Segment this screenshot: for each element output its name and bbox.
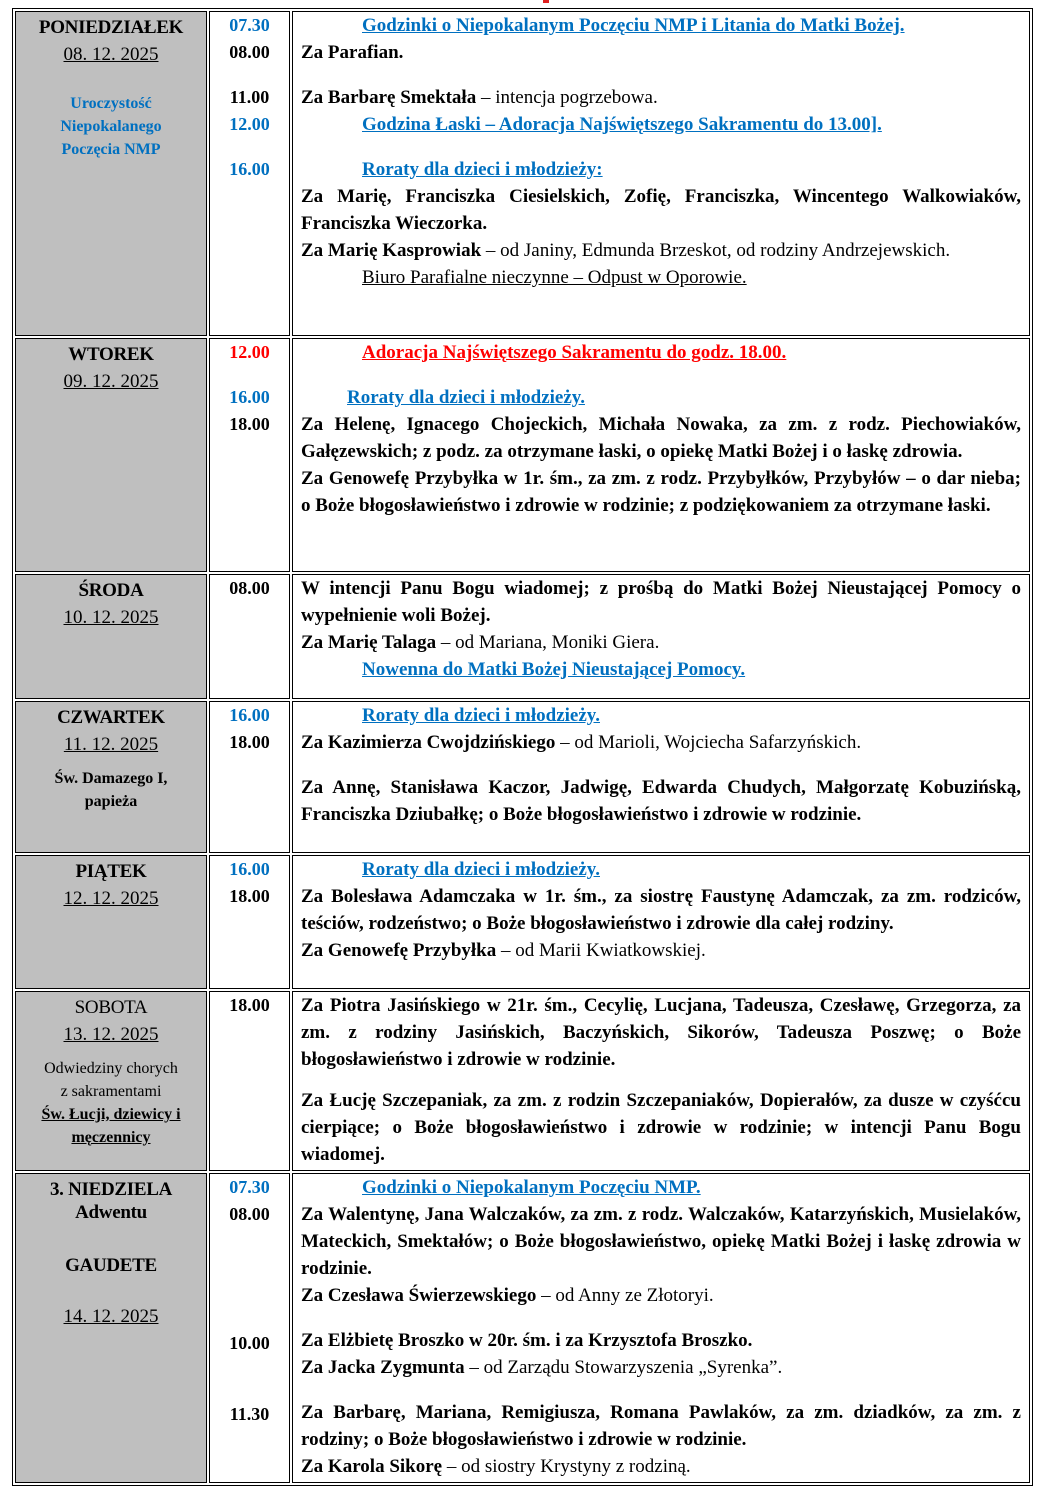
intention <box>301 1354 1021 1381</box>
announcement: Roraty dla dzieci i młodzieży. <box>347 387 585 408</box>
announcement: Roraty dla dzieci i młodzieży. <box>362 705 600 726</box>
mass-time: 08.00 <box>229 1204 270 1224</box>
intention-bold: Za Barbarę, Mariana, Remigiusza, Romana Pawlaków, za zm. dziadków, za zm. z rodziny; o Boże błogosławieństwo i zdrowie w rodzinie. <box>301 1402 1021 1450</box>
intention-bold: Za Kazimierza Cwojdzińskiego <box>301 732 556 753</box>
feast-note: Poczęcia NMP <box>61 141 161 158</box>
sunday-name: GAUDETE <box>65 1255 157 1276</box>
announcement: Godzinki o Niepokalanym Poczęciu NMP i Litania do Matki Bożej. <box>362 15 905 36</box>
intention-bold: Za Annę, Stanisława Kaczor, Jadwigę, Edwarda Chudych, Małgorzatę Kobuzińską, Franciszka Dziubałkę; o Boże błogosławieństwo i zdrowie w rodzinie. <box>301 777 1021 825</box>
day-name: PONIEDZIAŁEK <box>38 17 184 38</box>
intention-detail: – od Zarządu Stowarzyszenia „Syrenka”. <box>464 1357 783 1378</box>
feast-note: papieża <box>84 793 138 810</box>
announcement: Adoracja Najświętszego Sakramentu do godz. 18.00. <box>362 342 787 363</box>
intention <box>301 729 1021 756</box>
mass-time: 11.00 <box>229 87 270 107</box>
mass-time: 08.00 <box>229 42 270 62</box>
content-cell <box>292 1173 1030 1483</box>
intention-bold: Za Jacka Zygmunta <box>301 1357 465 1378</box>
announcement: Roraty dla dzieci i młodzieży. <box>362 859 600 880</box>
intention-detail: – od Marioli, Wojciecha Safarzyńskich. <box>555 732 862 753</box>
day-name: PIĄTEK <box>75 861 147 882</box>
content-cell <box>292 338 1030 572</box>
stray-mark <box>543 0 549 3</box>
time-cell <box>209 574 290 699</box>
day-date: 11. 12. 2025 <box>63 734 159 755</box>
day-cell <box>15 855 207 989</box>
intention <box>301 1087 1021 1168</box>
day-cell <box>15 338 207 572</box>
mass-time: 11.30 <box>229 1404 270 1424</box>
intention-bold: Za Genowefę Przybyłka <box>301 940 497 961</box>
intention-bold: Za Barbarę Smektała <box>301 87 477 108</box>
day-row-friday <box>15 855 1030 989</box>
intention-bold: Za Marię, Franciszka Ciesielskich, Zofię, Franciszka, Wincentego Walkowiaków, Franciszka Wieczorka. <box>301 186 1021 234</box>
note: z sakramentami <box>60 1083 162 1100</box>
content-cell <box>292 855 1030 989</box>
mass-time: 18.00 <box>229 995 270 1015</box>
intention <box>301 774 1021 828</box>
intention-bold: Za Helenę, Ignacego Chojeckich, Michała Nowaka, za zm. z rodz. Piechowiaków, Gałęzewskich; z podz. za otrzymane łaski, o opiekę Matki Bożej i o łaskę zdrowia. <box>301 414 1021 462</box>
announcement: Godzina Łaski – Adoracja Najświętszego Sakramentu do 13.00]. <box>362 114 882 135</box>
time-cell <box>209 1173 290 1483</box>
mass-time: 16.00 <box>229 387 270 407</box>
intention-bold: Za Czesława Świerzewskiego <box>301 1285 537 1306</box>
mass-time: 18.00 <box>229 414 270 434</box>
mass-time: 12.00 <box>229 114 270 134</box>
day-date: 12. 12. 2025 <box>63 888 159 909</box>
mass-time: 10.00 <box>229 1333 270 1353</box>
intention <box>301 1453 1021 1480</box>
intention-bold: Za Marię Talaga <box>301 632 437 653</box>
announcement: Nowenna do Matki Bożej Nieustającej Pomocy. <box>362 659 746 680</box>
intention-bold: Za Piotra Jasińskiego w 21r. śm., Cecylię, Lucjana, Tadeusza, Czesławę, Grzegorza, za zm. z rodziny Jasińskich, Baczyńskich, Sikorów, Tadeusza Poszwę; o Boże błogosławieństwo i zdrowie w rodzinie. <box>301 995 1021 1070</box>
intention <box>301 237 1021 264</box>
day-row-sunday <box>15 1173 1030 1483</box>
intention <box>301 39 1021 66</box>
announcement: Roraty dla dzieci i młodzieży: <box>362 159 603 180</box>
day-name: WTOREK <box>68 344 154 365</box>
intention-bold: Za Marię Kasprowiak <box>301 240 482 261</box>
day-date: 10. 12. 2025 <box>63 607 159 628</box>
day-row-thursday <box>15 701 1030 853</box>
intention-bold: Za Karola Sikorę <box>301 1456 443 1477</box>
intention <box>301 883 1021 937</box>
intention-bold: W intencji Panu Bogu wiadomej; z prośbą do Matki Bożej Nieustającej Pomocy o wypełnienie woli Bożej. <box>301 578 1021 626</box>
day-row-wednesday <box>15 574 1030 699</box>
feast-note: Św. Damazego I, <box>54 770 168 787</box>
content-cell <box>292 574 1030 699</box>
content-cell <box>292 991 1030 1171</box>
intention-detail: – od Janiny, Edmunda Brzeskot, od rodziny Andrzejewskich. <box>481 240 951 261</box>
day-name: SOBOTA <box>74 997 148 1018</box>
intention-bold: Za Bolesława Adamczaka w 1r. śm., za siostrę Faustynę Adamczak, za zm. rodziców, teściów, rodzeństwo; o Boże błogosławieństwo i zdrowie dla całej rodziny. <box>301 886 1021 934</box>
day-row-tuesday <box>15 338 1030 572</box>
intention-detail: – od Marii Kwiatkowskiej. <box>496 940 706 961</box>
content-cell <box>292 701 1030 853</box>
day-subname: Adwentu <box>75 1202 147 1223</box>
mass-time: 08.00 <box>229 578 270 598</box>
mass-time: 18.00 <box>229 886 270 906</box>
intention <box>301 411 1021 465</box>
announcement: Biuro Parafialne nieczynne – Odpust w Oporowie. <box>362 267 747 288</box>
intention-detail: – od siostry Krystyny z rodziną. <box>442 1456 691 1477</box>
day-name: ŚRODA <box>78 580 144 601</box>
intention-detail: – intencja pogrzebowa. <box>476 87 658 108</box>
intention <box>301 629 1021 656</box>
intention-bold: Za Łucję Szczepaniak, za zm. z rodzin Szczepaniaków, Dopierałów, za dusze w czyśćcu cierpiące; o Boże błogosławieństwo i zdrowie w rodzinie; w intencji Panu Bogu wiadomej. <box>301 1090 1021 1165</box>
time-cell <box>209 991 290 1171</box>
feast-note: Niepokalanego <box>60 118 162 135</box>
mass-time: 16.00 <box>229 705 270 725</box>
time-cell <box>209 855 290 989</box>
mass-time: 16.00 <box>229 859 270 879</box>
mass-time: 12.00 <box>229 342 270 362</box>
time-cell <box>209 701 290 853</box>
intention-bold: Za Elżbietę Broszko w 20r. śm. i za Krzysztofa Broszko. <box>301 1330 753 1351</box>
intention-bold: Za Walentynę, Jana Walczaków, za zm. z rodz. Walczaków, Katarzyńskich, Musielaków, Mateckich, Smektałów; o Boże błogosławieństwo, opiekę Matki Bożej i łaskę zdrowia w rodzinie. <box>301 1204 1021 1279</box>
feast-note: męczennicy <box>71 1129 151 1146</box>
intention <box>301 1282 1021 1309</box>
mass-schedule-table <box>12 8 1033 1486</box>
day-date: 14. 12. 2025 <box>63 1306 159 1327</box>
feast-note: Uroczystość <box>70 95 152 112</box>
day-cell <box>15 991 207 1171</box>
intention-detail: – od Mariana, Moniki Giera. <box>436 632 660 653</box>
intention-bold: Za Genowefę Przybyłka w 1r. śm., za zm. z rodz. Przybyłków, Przybyłów – o dar nieba; o Boże błogosławieństwo i zdrowie w rodzinie; z podziękowaniem za otrzymane łaski. <box>301 468 1021 516</box>
time-cell <box>209 338 290 572</box>
intention-bold: Za Parafian. <box>301 42 404 63</box>
intention <box>301 84 1021 111</box>
mass-time: 18.00 <box>229 732 270 752</box>
intention <box>301 992 1021 1073</box>
day-name: CZWARTEK <box>57 707 165 728</box>
day-name: 3. NIEDZIELA <box>49 1179 173 1200</box>
intention-detail: – od Anny ze Złotoryi. <box>536 1285 714 1306</box>
feast-note: Św. Łucji, dziewicy i <box>41 1106 181 1123</box>
day-cell <box>15 11 207 336</box>
mass-time: 07.30 <box>229 15 270 35</box>
day-row-monday <box>15 11 1030 336</box>
mass-time: 16.00 <box>229 159 270 179</box>
mass-time: 07.30 <box>229 1177 270 1197</box>
day-cell <box>15 1173 207 1483</box>
content-cell <box>292 11 1030 336</box>
intention <box>301 465 1021 519</box>
intention <box>301 1399 1021 1453</box>
intention <box>301 1201 1021 1282</box>
day-date: 13. 12. 2025 <box>63 1024 159 1045</box>
intention <box>301 937 1021 964</box>
announcement: Godzinki o Niepokalanym Poczęciu NMP. <box>362 1177 701 1198</box>
day-cell <box>15 574 207 699</box>
intention <box>301 1327 1021 1354</box>
day-date: 09. 12. 2025 <box>63 371 159 392</box>
time-cell <box>209 11 290 336</box>
day-cell <box>15 701 207 853</box>
day-row-saturday <box>15 991 1030 1171</box>
intention <box>301 575 1021 629</box>
day-date: 08. 12. 2025 <box>63 44 159 65</box>
note: Odwiedziny chorych <box>44 1060 178 1077</box>
intention <box>301 183 1021 237</box>
